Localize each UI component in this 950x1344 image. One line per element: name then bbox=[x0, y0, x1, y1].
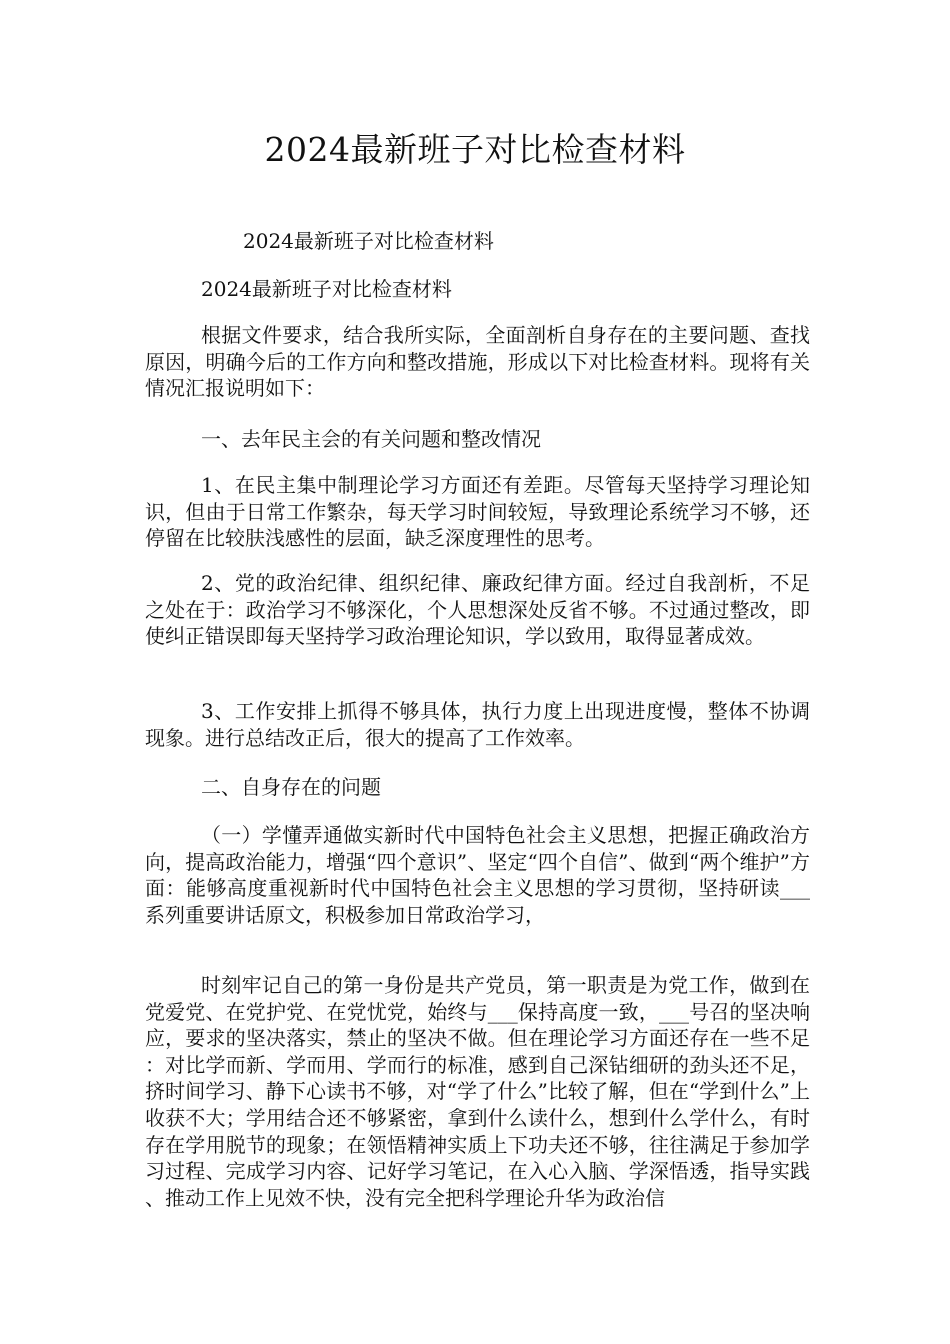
paragraph-item-2: 2、党的政治纪律、组织纪律、廉政纪律方面。经过自我剖析，不足之处在于：政治学习不够深化，个人思想深处反省不够。不过通过整改，即使纠正错误即每天坚持学习政治理论知识，学以致用，取得显著成效。 bbox=[145, 571, 810, 649]
paragraph-item-3: 3、工作安排上抓得不够具体，执行力度上出现进度慢，整体不协调现象。进行总结改正后，很大的提高了工作效率。 bbox=[145, 699, 810, 750]
paragraph-item-1: 1、在民主集中制理论学习方面还有差距。尽管每天坚持学习理论知识，但由于日常工作繁杂，每天学习时间较短，导致理论系统学习不够，还停留在比较肤浅感性的层面，缺乏深度理性的思考。 bbox=[145, 473, 810, 551]
subtitle-line-1: 2024最新班子对比检查材料 bbox=[243, 229, 494, 253]
section-heading-2: 二、自身存在的问题 bbox=[201, 775, 381, 799]
document-title: 2024最新班子对比检查材料 bbox=[264, 130, 686, 169]
paragraph-intro: 根据文件要求，结合我所实际，全面剖析自身存在的主要问题、查找原因，明确今后的工作方向和整改措施，形成以下对比检查材料。现将有关情况汇报说明如下： bbox=[145, 323, 810, 401]
subtitle-line-2: 2024最新班子对比检查材料 bbox=[201, 277, 452, 301]
paragraph-body: 时刻牢记自己的第一身份是共产党员，第一职责是为党工作，做到在党爱党、在党护党、在党忧党，始终与___保持高度一致，___号召的坚决响应，要求的坚决落实，禁止的坚决不做。但在理论学习方面还存在一些不足：对比学而新、学而用、学而行的标准，感到自己深钻细研的劲头还不足，挤时间学习、静下心读书不够，对“学了什么”比较了解，但在“学到什么”上收获不大；学用结合还不够紧密，拿到什么读什么，想到什么学什么，有时存在学用脱节的现象；在领悟精神实质上下功夫还不够，往往满足于参加学习过程、完成学习内容、记好学习笔记，在入心入脑、学深悟透，指导实践、推动工作上见效不快，没有完全把科学理论升华为政治信 bbox=[145, 973, 810, 1210]
paragraph-subsection-1: （一）学懂弄通做实新时代中国特色社会主义思想，把握正确政治方向，提高政治能力，增强“四个意识”、坚定“四个自信”、做到“两个维护”方面：能够高度重视新时代中国特色社会主义思想的学习贯彻，坚持研读___系列重要讲话原文，积极参加日常政治学习， bbox=[145, 823, 810, 927]
section-heading-1: 一、去年民主会的有关问题和整改情况 bbox=[201, 427, 541, 451]
